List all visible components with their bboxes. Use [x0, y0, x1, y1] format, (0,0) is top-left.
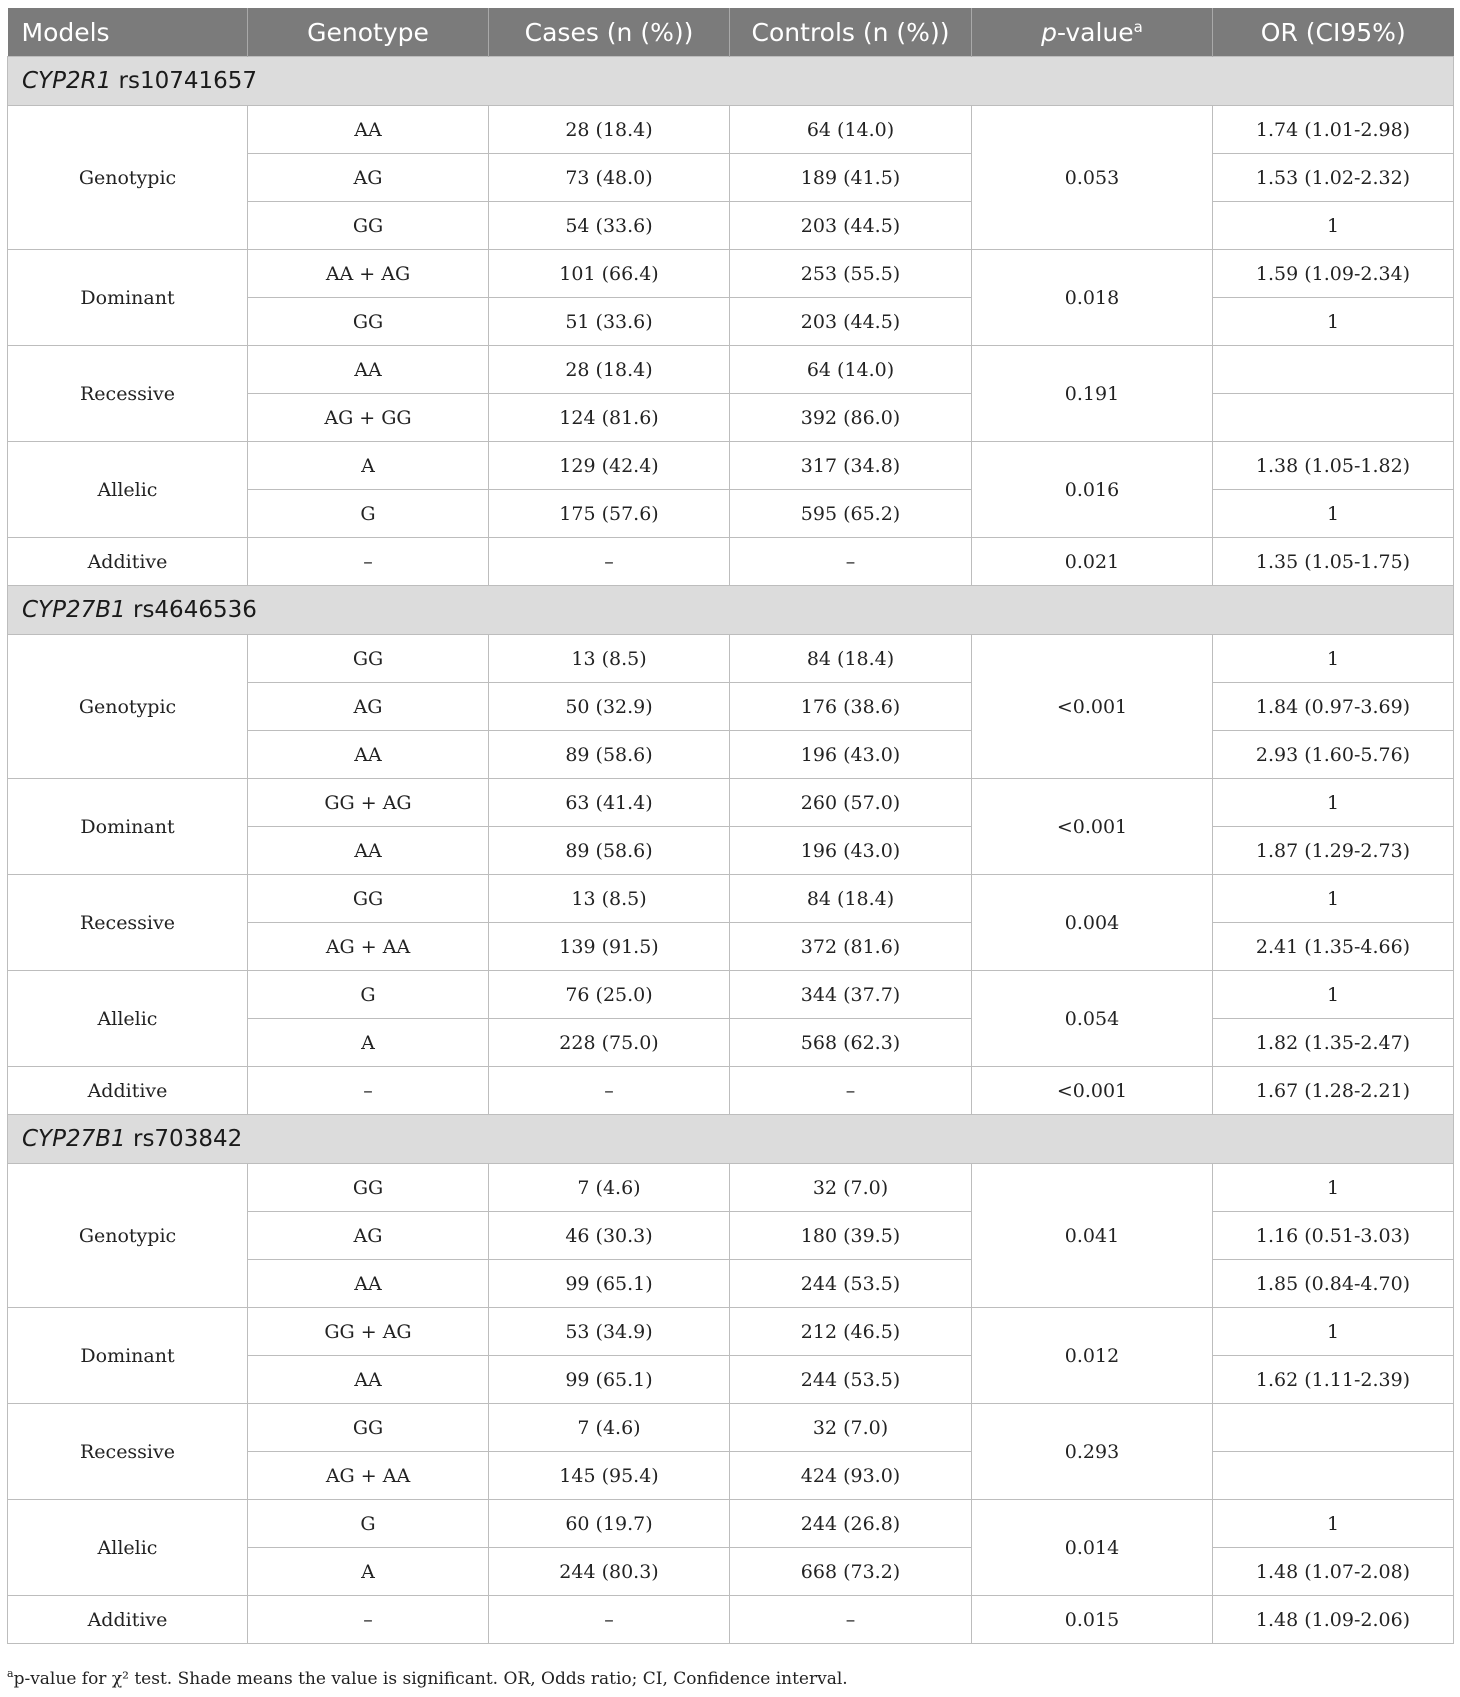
or-cell	[1213, 1452, 1454, 1500]
genotype-cell: GG	[248, 202, 489, 250]
cases-cell: 99 (65.1)	[489, 1356, 730, 1404]
pvalue-cell: 0.015	[972, 1596, 1213, 1644]
cases-cell: 63 (41.4)	[489, 779, 730, 827]
genotype-cell: AG + AA	[248, 1452, 489, 1500]
table-row	[8, 1164, 1454, 1212]
controls-cell: 203 (44.5)	[730, 202, 972, 250]
genotype-cell: AA	[248, 1260, 489, 1308]
header-pvalue	[972, 8, 1213, 57]
genotype-cell: A	[248, 1019, 489, 1067]
pvalue-cell: 0.018	[972, 250, 1213, 346]
genotype-cell: AG	[248, 683, 489, 731]
or-cell: 1	[1213, 1308, 1454, 1356]
controls-cell: 253 (55.5)	[730, 250, 972, 298]
table-row	[8, 106, 1454, 154]
cases-cell: 28 (18.4)	[489, 346, 730, 394]
genotype-cell: G	[248, 1500, 489, 1548]
genotype-cell: GG	[248, 1164, 489, 1212]
model-cell: Allelic	[8, 971, 248, 1067]
genotype-cell: –	[248, 1596, 489, 1644]
cases-cell: 7 (4.6)	[489, 1404, 730, 1452]
header-pvalue-label: -value	[1057, 17, 1134, 47]
or-cell: 1.16 (0.51-3.03)	[1213, 1212, 1454, 1260]
controls-cell: 196 (43.0)	[730, 827, 972, 875]
genotype-cell: AA	[248, 731, 489, 779]
section-header	[8, 1115, 1454, 1164]
controls-cell: 317 (34.8)	[730, 442, 972, 490]
or-cell: 1	[1213, 298, 1454, 346]
table-row	[8, 346, 1454, 394]
results-table-container	[7, 8, 1453, 1644]
cases-cell: 51 (33.6)	[489, 298, 730, 346]
header-genotype: Genotype	[248, 8, 489, 57]
or-cell: 1.67 (1.28-2.21)	[1213, 1067, 1454, 1115]
or-cell: 1	[1213, 779, 1454, 827]
section-row	[8, 1115, 1454, 1164]
controls-cell: 392 (86.0)	[730, 394, 972, 442]
or-cell: 1.59 (1.09-2.34)	[1213, 250, 1454, 298]
table-row	[8, 1308, 1454, 1356]
or-cell	[1213, 346, 1454, 394]
table-row	[8, 971, 1454, 1019]
model-cell: Additive	[8, 1067, 248, 1115]
controls-cell: 203 (44.5)	[730, 298, 972, 346]
cases-cell: 53 (34.9)	[489, 1308, 730, 1356]
controls-cell: 64 (14.0)	[730, 346, 972, 394]
cases-cell: –	[489, 1067, 730, 1115]
gene-name: CYP27B1	[22, 1126, 126, 1152]
header-row	[8, 8, 1454, 57]
or-cell: 1.87 (1.29-2.73)	[1213, 827, 1454, 875]
genotype-cell: A	[248, 1548, 489, 1596]
cases-cell: 76 (25.0)	[489, 971, 730, 1019]
footnote	[7, 1669, 848, 1689]
table-body	[8, 57, 1454, 1644]
controls-cell: 32 (7.0)	[730, 1404, 972, 1452]
or-cell: 1.62 (1.11-2.39)	[1213, 1356, 1454, 1404]
pvalue-cell: 0.012	[972, 1308, 1213, 1404]
model-cell: Additive	[8, 1596, 248, 1644]
genotype-cell: –	[248, 1067, 489, 1115]
model-cell: Genotypic	[8, 106, 248, 250]
cases-cell: 46 (30.3)	[489, 1212, 730, 1260]
or-cell: 1.53 (1.02-2.32)	[1213, 154, 1454, 202]
snp-id: rs4646536	[125, 597, 257, 623]
genotype-cell: AG	[248, 154, 489, 202]
model-cell: Recessive	[8, 346, 248, 442]
controls-cell: –	[730, 1067, 972, 1115]
or-cell: 1.74 (1.01-2.98)	[1213, 106, 1454, 154]
or-cell: 1.48 (1.07-2.08)	[1213, 1548, 1454, 1596]
or-cell	[1213, 394, 1454, 442]
model-cell: Genotypic	[8, 635, 248, 779]
table-row	[8, 538, 1454, 586]
gene-name: CYP27B1	[22, 597, 126, 623]
or-cell: 1	[1213, 875, 1454, 923]
section-row	[8, 586, 1454, 635]
genotype-cell: AA	[248, 346, 489, 394]
section-row	[8, 57, 1454, 106]
cases-cell: 13 (8.5)	[489, 635, 730, 683]
controls-cell: 344 (37.7)	[730, 971, 972, 1019]
controls-cell: 668 (73.2)	[730, 1548, 972, 1596]
cases-cell: 228 (75.0)	[489, 1019, 730, 1067]
table-row	[8, 250, 1454, 298]
genotype-cell: GG	[248, 298, 489, 346]
controls-cell: 84 (18.4)	[730, 875, 972, 923]
genotype-cell: AA	[248, 827, 489, 875]
cases-cell: 139 (91.5)	[489, 923, 730, 971]
table-row	[8, 779, 1454, 827]
pvalue-cell: 0.021	[972, 538, 1213, 586]
genotype-cell: AA	[248, 1356, 489, 1404]
genotype-cell: G	[248, 490, 489, 538]
table-row	[8, 1067, 1454, 1115]
model-cell: Dominant	[8, 779, 248, 875]
genotype-cell: AG + GG	[248, 394, 489, 442]
cases-cell: 73 (48.0)	[489, 154, 730, 202]
cases-cell: 124 (81.6)	[489, 394, 730, 442]
controls-cell: 244 (53.5)	[730, 1260, 972, 1308]
cases-cell: 244 (80.3)	[489, 1548, 730, 1596]
controls-cell: 196 (43.0)	[730, 731, 972, 779]
header-controls: Controls (n (%))	[730, 8, 972, 57]
controls-cell: –	[730, 1596, 972, 1644]
footnote-mark: a	[7, 1667, 14, 1680]
table-row	[8, 1500, 1454, 1548]
table-row	[8, 635, 1454, 683]
or-cell: 1.35 (1.05-1.75)	[1213, 538, 1454, 586]
model-cell: Dominant	[8, 250, 248, 346]
table-row	[8, 875, 1454, 923]
model-cell: Dominant	[8, 1308, 248, 1404]
cases-cell: 175 (57.6)	[489, 490, 730, 538]
genotype-cell: A	[248, 442, 489, 490]
cases-cell: 60 (19.7)	[489, 1500, 730, 1548]
genotype-cell: AG	[248, 1212, 489, 1260]
genotype-cell: AG + AA	[248, 923, 489, 971]
controls-cell: 372 (81.6)	[730, 923, 972, 971]
or-cell: 1	[1213, 1500, 1454, 1548]
cases-cell: 145 (95.4)	[489, 1452, 730, 1500]
controls-cell: –	[730, 538, 972, 586]
cases-cell: 50 (32.9)	[489, 683, 730, 731]
genotype-cell: AA	[248, 106, 489, 154]
section-header	[8, 57, 1454, 106]
cases-cell: –	[489, 1596, 730, 1644]
or-cell: 1	[1213, 635, 1454, 683]
header-or: OR (CI95%)	[1213, 8, 1454, 57]
pvalue-cell: <0.001	[972, 635, 1213, 779]
association-table	[7, 8, 1454, 1644]
pvalue-cell: 0.054	[972, 971, 1213, 1067]
pvalue-cell: 0.293	[972, 1404, 1213, 1500]
or-cell: 1.48 (1.09-2.06)	[1213, 1596, 1454, 1644]
controls-cell: 180 (39.5)	[730, 1212, 972, 1260]
pvalue-cell: 0.004	[972, 875, 1213, 971]
cases-cell: 99 (65.1)	[489, 1260, 730, 1308]
model-cell: Allelic	[8, 442, 248, 538]
controls-cell: 212 (46.5)	[730, 1308, 972, 1356]
model-cell: Recessive	[8, 1404, 248, 1500]
model-cell: Allelic	[8, 1500, 248, 1596]
cases-cell: 28 (18.4)	[489, 106, 730, 154]
or-cell: 1	[1213, 971, 1454, 1019]
header-models: Models	[8, 8, 248, 57]
model-cell: Recessive	[8, 875, 248, 971]
or-cell: 2.93 (1.60-5.76)	[1213, 731, 1454, 779]
genotype-cell: –	[248, 538, 489, 586]
or-cell: 1	[1213, 1164, 1454, 1212]
section-header	[8, 586, 1454, 635]
footnote-text: p-value for χ² test. Shade means the value is significant. OR, Odds ratio; CI, Confidence interval.	[13, 1669, 848, 1689]
controls-cell: 595 (65.2)	[730, 490, 972, 538]
or-cell: 1.85 (0.84-4.70)	[1213, 1260, 1454, 1308]
cases-cell: 129 (42.4)	[489, 442, 730, 490]
controls-cell: 244 (53.5)	[730, 1356, 972, 1404]
model-cell: Genotypic	[8, 1164, 248, 1308]
cases-cell: 54 (33.6)	[489, 202, 730, 250]
controls-cell: 32 (7.0)	[730, 1164, 972, 1212]
genotype-cell: AA + AG	[248, 250, 489, 298]
snp-id: rs10741657	[111, 68, 258, 94]
snp-id: rs703842	[125, 1126, 243, 1152]
controls-cell: 176 (38.6)	[730, 683, 972, 731]
genotype-cell: GG	[248, 1404, 489, 1452]
gene-name: CYP2R1	[22, 68, 112, 94]
table-row	[8, 1596, 1454, 1644]
cases-cell: 7 (4.6)	[489, 1164, 730, 1212]
or-cell	[1213, 1404, 1454, 1452]
pvalue-cell: 0.014	[972, 1500, 1213, 1596]
header-pvalue-p: p	[1041, 17, 1058, 47]
pvalue-cell: 0.041	[972, 1164, 1213, 1308]
pvalue-cell: 0.191	[972, 346, 1213, 442]
or-cell: 1	[1213, 202, 1454, 250]
cases-cell: 89 (58.6)	[489, 731, 730, 779]
header-pvalue-footnote-mark: a	[1133, 17, 1143, 36]
controls-cell: 568 (62.3)	[730, 1019, 972, 1067]
or-cell: 1.84 (0.97-3.69)	[1213, 683, 1454, 731]
cases-cell: 13 (8.5)	[489, 875, 730, 923]
or-cell: 1.82 (1.35-2.47)	[1213, 1019, 1454, 1067]
or-cell: 1	[1213, 490, 1454, 538]
genotype-cell: GG + AG	[248, 1308, 489, 1356]
header-cases: Cases (n (%))	[489, 8, 730, 57]
controls-cell: 189 (41.5)	[730, 154, 972, 202]
pvalue-cell: <0.001	[972, 1067, 1213, 1115]
controls-cell: 260 (57.0)	[730, 779, 972, 827]
genotype-cell: GG	[248, 635, 489, 683]
controls-cell: 84 (18.4)	[730, 635, 972, 683]
controls-cell: 424 (93.0)	[730, 1452, 972, 1500]
controls-cell: 64 (14.0)	[730, 106, 972, 154]
pvalue-cell: 0.016	[972, 442, 1213, 538]
pvalue-cell: 0.053	[972, 106, 1213, 250]
cases-cell: 101 (66.4)	[489, 250, 730, 298]
cases-cell: 89 (58.6)	[489, 827, 730, 875]
or-cell: 2.41 (1.35-4.66)	[1213, 923, 1454, 971]
or-cell: 1.38 (1.05-1.82)	[1213, 442, 1454, 490]
cases-cell: –	[489, 538, 730, 586]
model-cell: Additive	[8, 538, 248, 586]
pvalue-cell: <0.001	[972, 779, 1213, 875]
table-row	[8, 442, 1454, 490]
genotype-cell: G	[248, 971, 489, 1019]
genotype-cell: GG + AG	[248, 779, 489, 827]
controls-cell: 244 (26.8)	[730, 1500, 972, 1548]
table-row	[8, 1404, 1454, 1452]
genotype-cell: GG	[248, 875, 489, 923]
